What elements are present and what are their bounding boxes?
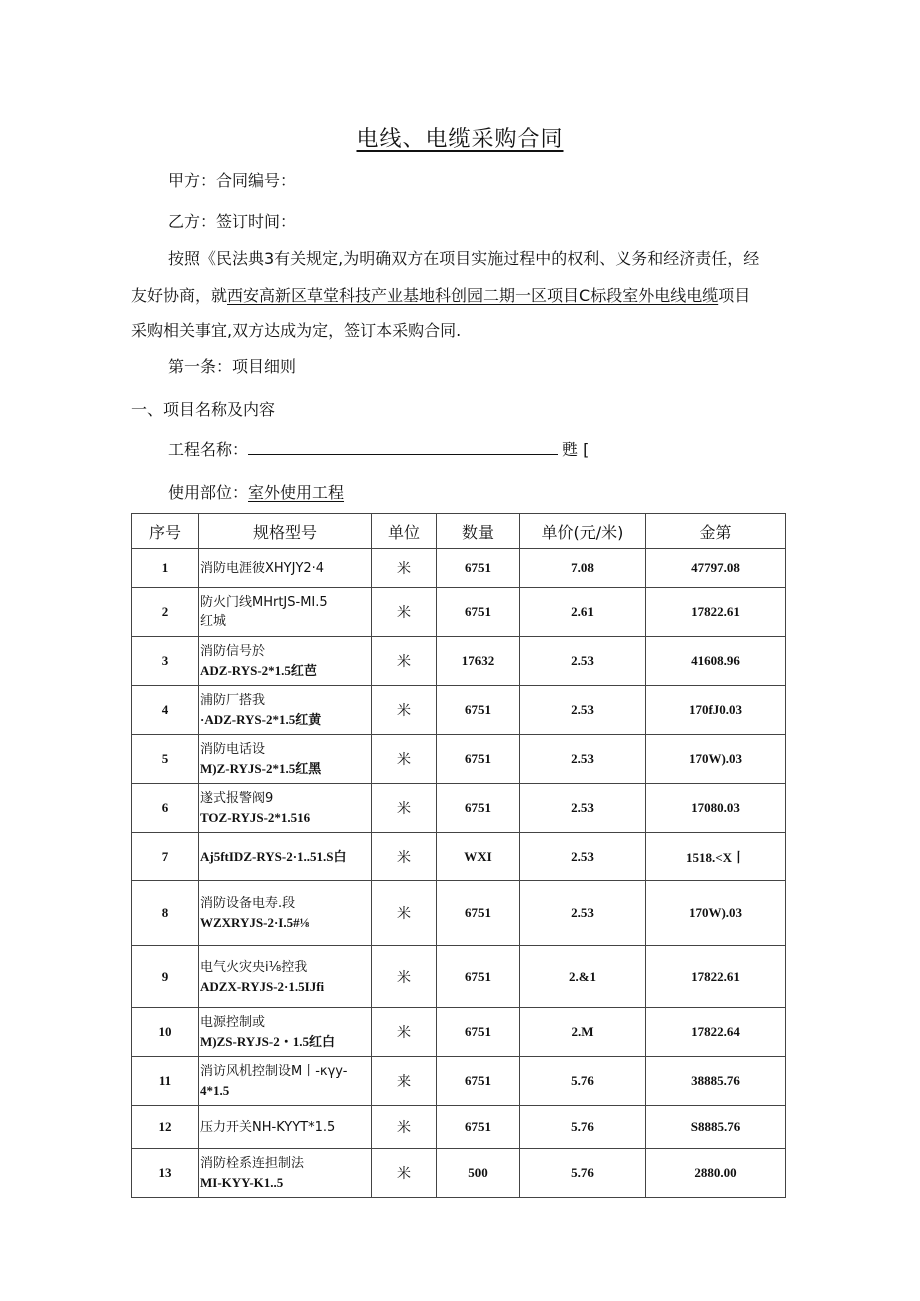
header-unit: 单位 — [372, 514, 437, 549]
row-price: 7.08 — [520, 549, 646, 588]
row-unit: 米 — [372, 784, 437, 833]
header-qty: 数量 — [437, 514, 520, 549]
row-spec-line2: M)Z-RYJS-2*1.5红黑 — [200, 761, 322, 776]
project-name-label: 工程名称： — [168, 440, 249, 459]
row-spec — [199, 735, 372, 784]
row-spec-line1: 消防电涯彼XHYJY2·4 — [200, 560, 325, 576]
row-qty: 6751 — [437, 735, 520, 784]
party-a-line: 甲方：合同编号： — [168, 171, 297, 190]
row-spec-line2: ·ADZ-RYS-2*1.5红黄 — [200, 712, 322, 727]
table-row — [132, 735, 786, 784]
row-spec-line2: WZXRYJS-2·I.5#⅛ — [200, 915, 310, 930]
row-qty: 500 — [437, 1149, 520, 1198]
row-qty: 17632 — [437, 637, 520, 686]
row-spec-line1: 防火门线MHrtJS-MI.5 — [200, 595, 328, 610]
table-row — [132, 549, 786, 588]
row-price: 2.&1 — [520, 946, 646, 1008]
row-spec-line1: 电气火灾央i⅛控我 — [200, 959, 308, 975]
row-price: 5.76 — [520, 1057, 646, 1106]
table-row — [132, 881, 786, 946]
row-qty: 6751 — [437, 881, 520, 946]
row-price: 2.53 — [520, 784, 646, 833]
row-spec-line2: TOZ-RYJS-2*1.516 — [200, 810, 311, 825]
table-row — [132, 946, 786, 1008]
row-spec-line1: 消防信号於 — [200, 644, 266, 659]
row-price: 5.76 — [520, 1149, 646, 1198]
row-amount: 170W).03 — [646, 735, 786, 784]
row-amount: 38885.76 — [646, 1057, 786, 1106]
row-qty: 6751 — [437, 1057, 520, 1106]
project-name-blank — [248, 440, 558, 455]
row-unit: 来 — [372, 1057, 437, 1106]
paragraph-line-3: 采购相关事宜,双方达成为定，签订本采购合同. — [131, 321, 462, 340]
table-row — [132, 1008, 786, 1057]
row-amount: 17822.64 — [646, 1008, 786, 1057]
row-spec-line1: 消访风机控制设M丨-κγy- — [200, 1064, 348, 1079]
row-spec-line1: Aj5ftIDZ-RYS-2·1..51.S白 — [200, 849, 347, 864]
row-unit: 米 — [372, 637, 437, 686]
article-1-heading: 第一条：项目细则 — [168, 357, 297, 376]
row-amount: 17822.61 — [646, 588, 786, 637]
row-no: 7 — [132, 833, 199, 881]
row-price: 2.53 — [520, 637, 646, 686]
header-price: 单价(元/米) — [520, 514, 646, 549]
row-spec — [199, 833, 372, 881]
row-qty: 6751 — [437, 1008, 520, 1057]
row-price: 2.53 — [520, 833, 646, 881]
row-spec-line1: 压力开关NH-KYYT*1.5 — [200, 1119, 336, 1135]
row-amount: 41608.96 — [646, 637, 786, 686]
row-qty: 6751 — [437, 686, 520, 735]
project-name-tail: 甦 [ — [562, 440, 590, 459]
row-qty: 6751 — [437, 784, 520, 833]
row-spec — [199, 549, 372, 588]
row-spec — [199, 637, 372, 686]
row-amount: 47797.08 — [646, 549, 786, 588]
usage-line — [168, 480, 344, 503]
row-amount: 1518.<X丨 — [646, 833, 786, 881]
row-spec-line1: 浦防厂搭我 — [200, 693, 266, 708]
header-amount: 金第 — [646, 514, 786, 549]
row-spec — [199, 784, 372, 833]
row-amount: 17080.03 — [646, 784, 786, 833]
row-spec-line2: 红城 — [200, 614, 227, 629]
row-no: 9 — [132, 946, 199, 1008]
row-no: 8 — [132, 881, 199, 946]
page-title — [0, 122, 920, 153]
row-spec — [199, 588, 372, 637]
row-no: 1 — [132, 549, 199, 588]
row-price: 2.M — [520, 1008, 646, 1057]
row-amount: 170fJ0.03 — [646, 686, 786, 735]
row-unit: 米 — [372, 1149, 437, 1198]
table-row — [132, 784, 786, 833]
row-spec-line1: 消防设备电寿.段 — [200, 896, 296, 911]
row-spec — [199, 1106, 372, 1149]
table-row — [132, 686, 786, 735]
row-spec — [199, 686, 372, 735]
row-spec-line2: ADZX-RYJS-2·1.5IJfi — [200, 978, 325, 994]
header-spec: 规格型号 — [199, 514, 372, 549]
row-no: 3 — [132, 637, 199, 686]
header-no: 序号 — [132, 514, 199, 549]
paragraph-line-2-post: 项目 — [718, 286, 751, 305]
row-unit: 米 — [372, 946, 437, 1008]
table-row — [132, 1057, 786, 1106]
row-unit: 米 — [372, 881, 437, 946]
party-b-line: 乙方：签订时间： — [168, 212, 297, 231]
paragraph-line-2 — [131, 283, 750, 306]
row-amount: 17822.61 — [646, 946, 786, 1008]
paragraph-line-1: 按照《民法典3有关规定,为明确双方在项目实施过程中的权利、义务和经济责任，经 — [168, 249, 760, 268]
row-spec-line1: 电源控制或 — [200, 1015, 266, 1030]
row-spec — [199, 946, 372, 1008]
row-no: 5 — [132, 735, 199, 784]
row-no: 11 — [132, 1057, 199, 1106]
row-price: 5.76 — [520, 1106, 646, 1149]
row-unit: 米 — [372, 549, 437, 588]
row-spec-line2: MI-KYY-K1..5 — [200, 1175, 284, 1190]
table-row — [132, 637, 786, 686]
row-unit: 米 — [372, 1008, 437, 1057]
row-qty: 6751 — [437, 588, 520, 637]
row-spec-line1: 消防栓系连担制法 — [200, 1156, 305, 1171]
row-price: 2.53 — [520, 881, 646, 946]
row-unit: 米 — [372, 735, 437, 784]
row-no: 4 — [132, 686, 199, 735]
items-table — [131, 513, 786, 1198]
usage-label: 使用部位： — [168, 483, 249, 502]
table-row — [132, 1106, 786, 1149]
table-header-row — [132, 514, 786, 549]
table-row — [132, 588, 786, 637]
project-title-underlined: 西安高新区草堂科技产业基地科创园二期一区项目C标段室外电线电缆 — [227, 286, 719, 305]
row-spec — [199, 881, 372, 946]
row-price: 2.61 — [520, 588, 646, 637]
row-qty: 6751 — [437, 1106, 520, 1149]
row-spec-line2: ADZ-RYS-2*1.5红芭 — [200, 663, 317, 678]
title-text: 电线、电缆采购合同 — [356, 127, 564, 152]
row-unit: 米 — [372, 833, 437, 881]
row-no: 13 — [132, 1149, 199, 1198]
row-amount: 2880.00 — [646, 1149, 786, 1198]
row-price: 2.53 — [520, 686, 646, 735]
row-qty: 6751 — [437, 946, 520, 1008]
row-spec — [199, 1008, 372, 1057]
row-amount: S8885.76 — [646, 1106, 786, 1149]
project-name-line — [168, 437, 589, 460]
usage-value: 室外使用工程 — [248, 483, 345, 502]
row-qty: 6751 — [437, 549, 520, 588]
row-amount: 170W).03 — [646, 881, 786, 946]
section-1-heading: 一、项目名称及内容 — [131, 400, 276, 419]
row-no: 12 — [132, 1106, 199, 1149]
table-row — [132, 833, 786, 881]
row-no: 6 — [132, 784, 199, 833]
row-unit: 米 — [372, 588, 437, 637]
row-spec-line2: 4*1.5 — [200, 1083, 230, 1098]
row-spec — [199, 1149, 372, 1198]
row-unit: 米 — [372, 1106, 437, 1149]
row-spec — [199, 1057, 372, 1106]
paragraph-line-2-pre: 友好协商，就 — [131, 286, 228, 305]
row-spec-line2: M)ZS-RYJS-2・1.5红白 — [200, 1034, 335, 1049]
row-price: 2.53 — [520, 735, 646, 784]
row-no: 10 — [132, 1008, 199, 1057]
row-no: 2 — [132, 588, 199, 637]
row-spec-line1: 遂式报警阀9 — [200, 791, 274, 806]
row-qty: WXI — [437, 833, 520, 881]
row-spec-line1: 消防电话设 — [200, 742, 266, 757]
row-unit: 米 — [372, 686, 437, 735]
table-row — [132, 1149, 786, 1198]
